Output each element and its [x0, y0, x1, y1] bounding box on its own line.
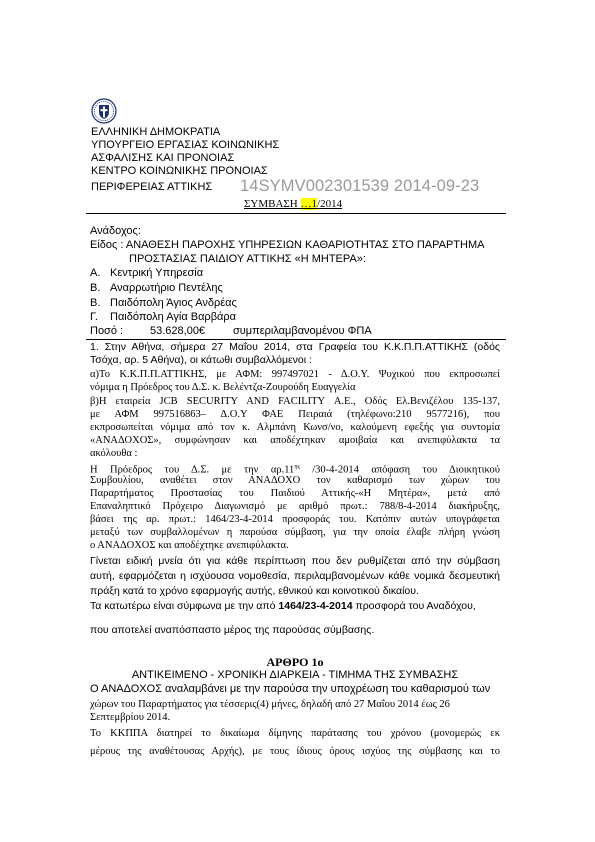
amount-note: συμπεριλαμβανομένου ΦΠΑ [233, 325, 372, 337]
list-item-letter: Β. [90, 297, 101, 309]
paragraph-line: αυτή, εφαρμόζεται η ισχύουσα νομοθεσία, περιλαμβανομένων κάθε νομικά δεσμευτική [90, 570, 500, 582]
paragraph-line: ακόλουθα : [90, 448, 138, 459]
paragraph-line: 1. Στην Αθήνα, σήμερα 27 Μαΐου 2014, στα Γραφεία του Κ.Κ.Π.Π.ΑΤΤΙΚΗΣ (οδός [90, 341, 500, 353]
paragraph-line [90, 600, 476, 613]
contract-suffix: /2014 [317, 198, 343, 210]
contract-number [244, 198, 342, 210]
paragraph-line: Τσόχα, αρ. 5 Αθήνα), οι κάτωθι συμβαλλόμενοι : [90, 354, 312, 366]
paragraph-line: βάσει της αρ. πρωτ.: 1464/23-4-2014 προσφοράς του. Κατόπιν αυτών υπογράφεται [90, 514, 500, 525]
list-item [90, 266, 203, 280]
amount-row [90, 324, 372, 338]
paragraph-line: εκπροσωπείται νόμιμα από τον κ. Αλμπάνη Κωνσ/νο, καλούμενη εφεξής για συντομία [90, 422, 500, 433]
list-item [90, 296, 237, 310]
paragraph-line: μέρους της αναθέτουσας Αρχής), με τους ίδιους όρους ισχύος της σύμβασης και το [90, 746, 500, 757]
header-ministry-cont: ΑΣΦΑΛΙΣΗΣ ΚΑΙ ΠΡΟΝΟΙΑΣ [91, 152, 235, 164]
paragraph-line: Σεπτεμβρίου 2014. [90, 712, 171, 723]
list-item-label: Παιδόπολη Άγιος Ανδρέας [110, 297, 237, 309]
paragraph-line: β)Η εταιρεία JCB SECURITY AND FACILITY Α.Ε., Οδός Ελ.Βενιζέλου 135-137, [90, 396, 500, 407]
header-ministry: ΥΠΟΥΡΓΕΙΟ ΕΡΓΑΣΙΑΣ ΚΟΙΝΩΝΙΚΗΣ [91, 139, 280, 151]
decision-text: Η Πρόεδρος του Δ.Σ. με την αρ.11 [90, 464, 295, 476]
paragraph-line: νόμιμα η Πρόεδρος του Δ.Σ. κ. Βελέντζα-Ζουρούδη Ευαγγελία [90, 382, 356, 393]
list-item-letter: Γ. [90, 311, 98, 323]
list-item-letter: Α. [90, 267, 101, 279]
contractor-label: Ανάδοχος: [90, 225, 141, 237]
paragraph-line: α)Το Κ.Κ.Π.Π.ΑΤΤΙΚΗΣ, με ΑΦΜ: 997497021 - Δ.Ο.Υ. Ψυχικού που εκπροσωπεί [90, 369, 500, 380]
header-country: ΕΛΛΗΝΙΚΗ ΔΗΜΟΚΡΑΤΙΑ [91, 126, 221, 138]
paragraph-line: Γίνεται ειδική μνεία ότι για κάθε περίπτωση που δεν ρυθμίζεται από την σύμβαση [90, 555, 500, 567]
contract-type: Είδος : ΑΝΑΘΕΣΗ ΠΑΡΟΧΗΣ ΥΠΗΡΕΣΙΩΝ ΚΑΘΑΡΙΟΤΗΤΑΣ ΣΤΟ ΠΑΡΑΡΤΗΜΑ [90, 239, 485, 251]
paragraph-line: ο ΑΝΑΔΟΧΟΣ και αποδέχτηκε ανεπιφύλακτα. [90, 540, 289, 551]
list-item [90, 281, 223, 295]
paragraph-line: Συμβουλίου, αναθέτει στον ΑΝΑΔΟΧΟ τον καθαρισμό των χώρων του [90, 475, 500, 486]
header-region: ΠΕΡΙΦΕΡΕΙΑΣ ΑΤΤΙΚΗΣ [91, 181, 213, 193]
header-organization: ΚΕΝΤΡΟ ΚΟΙΝΩΝΙΚΗΣ ΠΡΟΝΟΙΑΣ [91, 165, 268, 177]
superscript: ης [294, 464, 300, 470]
amount-value: 53.628,00€ [150, 325, 206, 337]
offer-text: Τα κατωτέρω είναι σύμφωνα με την από [90, 600, 279, 612]
list-item-label: Παιδόπολη Αγία Βαρβάρα [110, 311, 236, 323]
greek-emblem-icon [91, 98, 117, 124]
paragraph-line: πράξη κατά το χρόνο εφαρμογής αυτής, εθνικού και κοινοτικού δικαίου. [90, 585, 419, 597]
list-item-label: Κεντρική Υπηρεσία [110, 267, 204, 279]
paragraph-line: χώρων του Παραρτήματος για τέσσερις(4) μήνες, δηλαδή από 27 Μαΐου 2014 έως 26 [90, 699, 450, 710]
contract-prefix: ΣΥΜΒΑΣΗ [244, 198, 301, 210]
list-item [90, 310, 236, 324]
amount-label: Ποσό : [90, 325, 124, 337]
article-subtitle: ΑΝΤΙΚΕΙΜΕΝΟ - ΧΡΟΝΙΚΗ ΔΙΑΡΚΕΙΑ - ΤΙΜΗΜΑ ΤΗΣ ΣΥΜΒΑΣΗΣ [131, 669, 459, 681]
contract-type-cont: ΠΡΟΣΤΑΣΙΑΣ ΠΑΙΔΙΟΥ ΑΤΤΙΚΗΣ «Η ΜΗΤΕΡΑ»: [129, 253, 366, 265]
paragraph-line: Παραρτήματος Προστασίας του Παιδιού Αττικής-«Η Μητέρα», μετά από [90, 488, 500, 499]
paragraph-line: Ο ΑΝΑΔΟΧΟΣ αναλαμβάνει με την παρούσα την υποχρέωση του καθαρισμού των [90, 683, 491, 695]
ada-stamp: 14SYMV002301539 2014-09-23 [240, 177, 480, 195]
paragraph-line: μεταξύ των συμβαλλομένων η παρούσα σύμβαση, για την οποία έλαβε πλήρη γνώση [90, 527, 500, 538]
list-item-letter: Β. [90, 282, 101, 294]
paragraph-line: με ΑΦΜ 997516863– Δ.Ο.Υ ΦΑΕ Πειραιά (τηλέφωνο:210 9577216), που [90, 409, 500, 420]
offer-text-cont: προσφορά του Αναδόχου, [352, 600, 476, 612]
paragraph-line: που αποτελεί αναπόσπαστο μέρος της παρούσας σύμβασης. [90, 624, 375, 636]
contract-num-highlight: …1 [300, 198, 318, 210]
paragraph-line: Επαναληπτικό Πρόχειρο Διαγωνισμό με αριθμό πρωτ.: 788/8-4-2014 διακήρυξης, [90, 501, 500, 512]
article-title: ΑΡΘΡΟ 1ο [266, 655, 324, 669]
list-item-label: Αναρρωτήριο Πεντέλης [110, 282, 223, 294]
paragraph-line: Το ΚΚΠΠΑ διατηρεί το δικαίωμα δίμηνης παράτασης του χρόνου (μονομερώς εκ [90, 728, 500, 739]
paragraph-line: «ΑΝΑΔΟΧΟΣ», συμφώνησαν και αποδέχτηκαν αμοιβαία και ανεπιφύλακτα τα [90, 435, 500, 446]
decision-text-cont: /30-4-2014 απόφαση του Διοικητικού [299, 464, 500, 476]
offer-number: 1464/23-4-2014 [278, 600, 353, 612]
